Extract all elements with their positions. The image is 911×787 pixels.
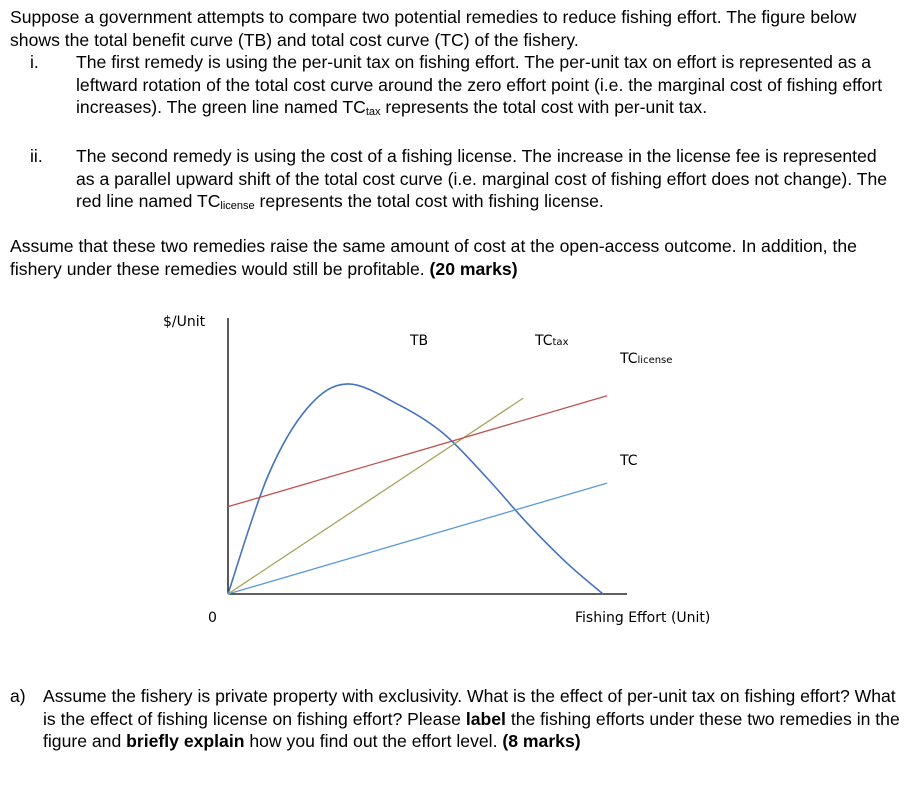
chart-layer	[163, 314, 710, 626]
assumption-text: Assume that these two remedies raise the same amount of cost at the open-access outcome. In addition, the fishery under these remedies would still be profitable.	[10, 236, 857, 279]
y-axis-label: $/Unit	[163, 314, 206, 330]
question-a	[10, 685, 900, 753]
question-text-part: Assume the fishery is private property with exclusivity. What is the effect of per-unit tax on fishing effort? What is the effect of fishing license on fishing effort? Please	[43, 686, 896, 729]
question-bold-label: label	[465, 708, 506, 729]
remedy-subscript: tax	[365, 106, 381, 118]
x-axis-label: Fishing Effort (Unit)	[575, 610, 711, 626]
question-text-part: how you find out the effort level.	[244, 731, 498, 751]
series-tclicense-label: TClicense	[620, 351, 673, 367]
remedy-number: i.	[30, 52, 39, 72]
remedy-text-before: The first remedy is using the per-unit tax on fishing effort. The per-unit tax on effort is represented as a leftward rotation of the total cost curve around the zero effort point (i.e. the marginal cost of fishing effort increases). The green line named TC	[76, 52, 883, 117]
series-tb-line	[228, 384, 603, 594]
series-tc-label: TC	[620, 453, 638, 469]
remedy-text-before: The second remedy is using the cost of a fishing license. The increase in the license fee is represented as a parallel upward shift of the total cost curve (i.e. marginal cost of fishing effort does not change). The red line named TC	[76, 146, 888, 211]
assumption-marks: (20 marks)	[429, 258, 518, 279]
series-tctax-label: TCtax	[535, 333, 569, 349]
series-tc-line	[228, 483, 607, 594]
series-tctax-line	[228, 398, 523, 594]
intro-text: Suppose a government attempts to compare two potential remedies to reduce fishing effort. The figure below shows the total benefit curve (TB) and total cost curve (TC) of the fishery.	[10, 7, 857, 50]
remedy-subscript: license	[220, 200, 255, 212]
remedy-text-after: represents the total cost with fishing license.	[254, 191, 604, 211]
question-bold-explain: briefly explain	[126, 731, 245, 751]
remedy-text-after: represents the total cost with per-unit tax.	[380, 97, 708, 117]
remedy-number: ii.	[30, 146, 43, 166]
question-marks: (8 marks)	[502, 731, 581, 751]
question-text	[43, 685, 900, 753]
origin-label: 0	[208, 610, 217, 626]
question-text-part: the fishing efforts under these two remedies in the figure and	[43, 708, 900, 751]
question-letter: a)	[10, 686, 26, 706]
series-tclicense-line	[228, 396, 607, 507]
series-tb-label: TB	[410, 333, 429, 349]
